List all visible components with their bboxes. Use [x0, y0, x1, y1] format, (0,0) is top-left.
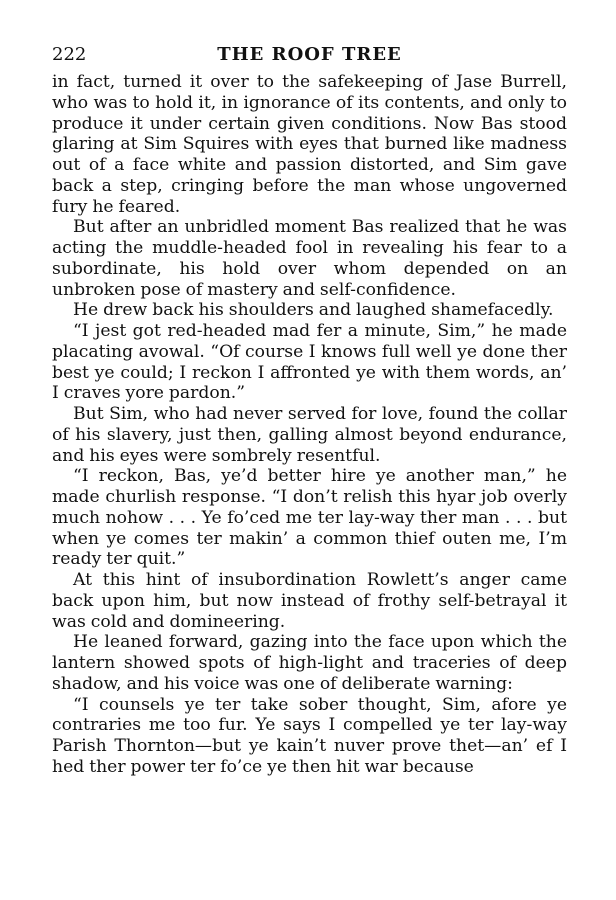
running-title: THE ROOF TREE [217, 44, 402, 65]
body-text [52, 72, 567, 778]
paragraph-4: “I jest got red-headed mad fer a minute, Sim,” he made placating avowal. “Of course I knows full well ye done ther best ye could; I reckon I affronted ye with them words, an’ I craves yore pardon.” [52, 321, 567, 404]
paragraph-3: He drew back his shoulders and laughed shamefacedly. [73, 300, 554, 321]
paragraph-9: “I counsels ye ter take sober thought, Sim, afore ye contraries me too fur. Ye says I compelled ye ter lay-way Parish Thornton—but ye kain’t nuver prove thet—an’ ef I hed ther power ter fo’ce ye then hit war because [52, 694, 567, 777]
paragraph-6: “I reckon, Bas, ye’d better hire ye another man,” he made churlish response. “I don’t relish this hyar job overly much nohow . . . Ye fo’ced me ter lay-way ther man . . . but when ye comes ter makin’ a common thief outen me, I’m ready ter quit.” [52, 466, 567, 570]
paragraph-8: He leaned forward, gazing into the face upon which the lantern showed spots of high-light and traceries of deep shadow, and his voice was one of deliberate warning: [52, 632, 567, 694]
paragraph-7: At this hint of insubordination Rowlett’s anger came back upon him, but now instead of frothy self-betrayal it was cold and domineering. [52, 570, 567, 632]
book-page [52, 38, 567, 778]
page-header [52, 38, 567, 72]
paragraph-2: But after an unbridled moment Bas realized that he was acting the muddle-headed fool in revealing his fear to a subordinate, his hold over whom depended on an unbroken pose of mastery and self-confidence. [52, 217, 567, 300]
paragraph-1: in fact, turned it over to the safekeeping of Jase Burrell, who was to hold it, in ignorance of its contents, and only to produce it under certain given conditions. Now Bas stood glaring at Sim Squires with eyes that burned like madness out of a face white and passion distorted, and Sim gave back a step, cringing before the man whose ungoverned fury he feared. [52, 72, 567, 217]
paragraph-5: But Sim, who had never served for love, found the collar of his slavery, just then, galling almost beyond endurance, and his eyes were sombrely resentful. [52, 404, 567, 466]
page-number: 222 [52, 44, 87, 65]
